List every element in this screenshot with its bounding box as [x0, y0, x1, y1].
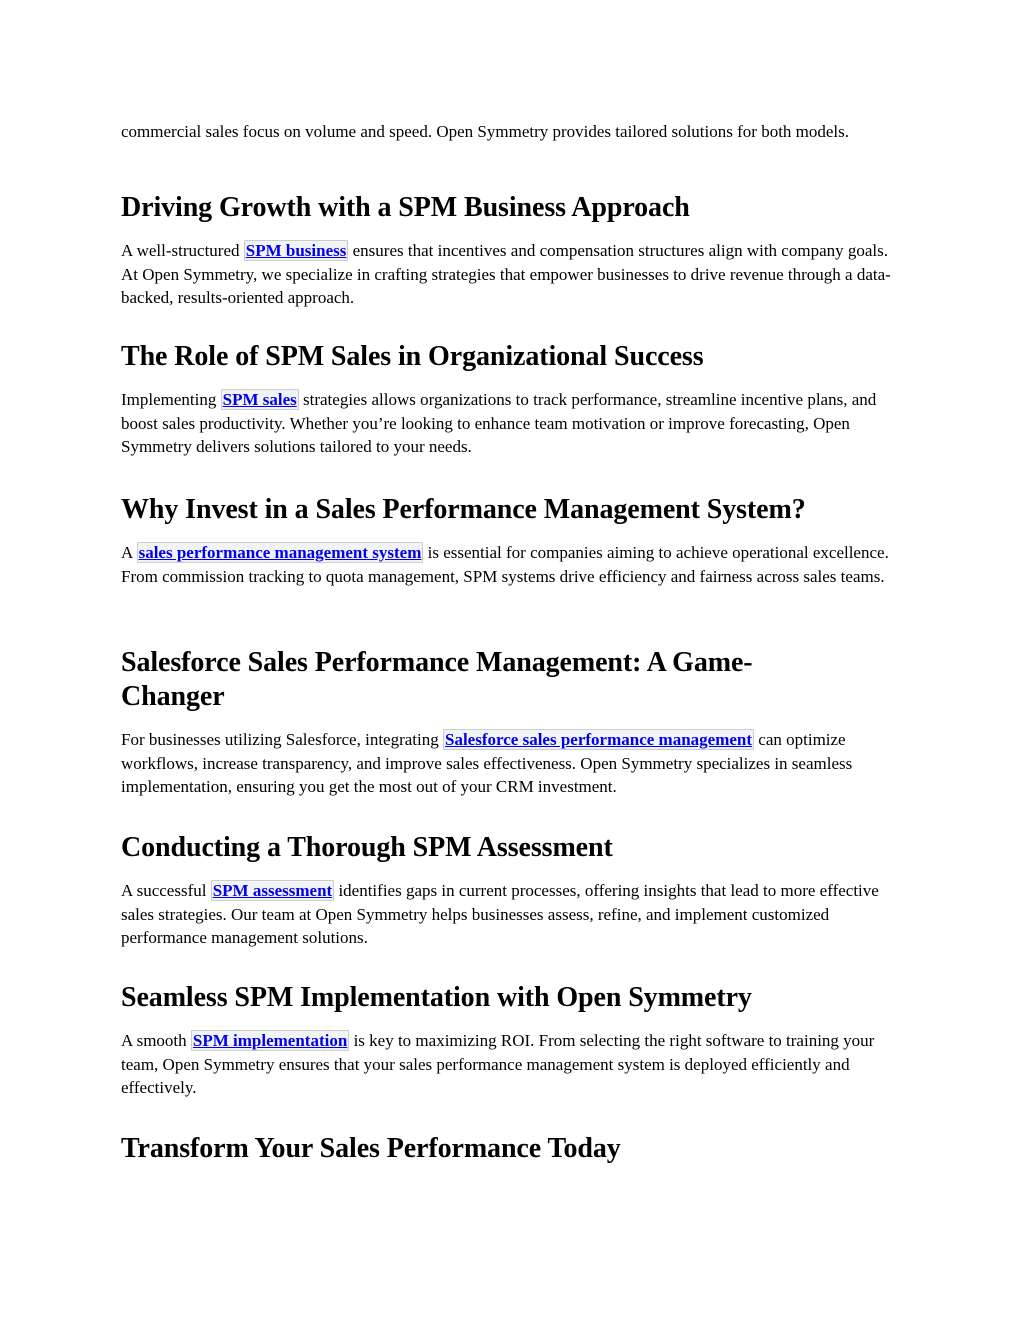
section-spm-sales — [121, 340, 901, 459]
intro-section — [121, 120, 901, 144]
section-paragraph: A successful SPM assessment identifies gaps in current processes, offering insights that lead to more effective sales strategies. Our team at Open Symmetry helps businesses assess, refine, and implement customized performance management solutions. — [121, 881, 879, 947]
link-spm-implementation[interactable]: SPM implementation — [192, 1031, 348, 1050]
link-sales-performance-management-system[interactable]: sales performance management system — [138, 543, 422, 562]
section-paragraph: For businesses utilizing Salesforce, integrating Salesforce sales performance management can optimize workflows, increase transparency, and improve sales effectiveness. Open Symmetry specializes in seamless implementation, ensuring you get the most out of your CRM investment. — [121, 730, 853, 796]
section-salesforce-spm — [121, 646, 901, 799]
section-spm-system — [121, 493, 901, 588]
link-spm-sales[interactable]: SPM sales — [222, 390, 297, 409]
section-paragraph: Implementing SPM sales strategies allows organizations to track performance, streamline incentive plans, and boost sales productivity. Whether you’re looking to enhance team motivation or improve forecasting, Open Symmetry delivers solutions tailored to your needs. — [121, 390, 877, 456]
link-salesforce-sales-performance-management[interactable]: Salesforce sales performance management — [445, 730, 753, 749]
section-heading: Why Invest in a Sales Performance Management System? — [121, 494, 806, 525]
closing-heading: Transform Your Sales Performance Today — [121, 1133, 621, 1164]
link-spm-assessment[interactable]: SPM assessment — [212, 881, 333, 900]
section-heading: Seamless SPM Implementation with Open Symmetry — [121, 982, 752, 1013]
section-spm-implementation — [121, 981, 901, 1100]
section-spm-business — [121, 191, 901, 310]
intro-paragraph: commercial sales focus on volume and speed. Open Symmetry provides tailored solutions for both models. — [121, 122, 850, 141]
section-paragraph: A smooth SPM implementation is key to maximizing ROI. From selecting the right software to training your team, Open Symmetry ensures that your sales performance management system is deployed efficiently and effectively. — [121, 1031, 875, 1097]
section-heading: The Role of SPM Sales in Organizational Success — [121, 341, 704, 372]
link-spm-business[interactable]: SPM business — [245, 241, 347, 260]
section-heading: Conducting a Thorough SPM Assessment — [121, 832, 613, 863]
section-heading: Driving Growth with a SPM Business Approach — [121, 192, 690, 223]
section-heading: Salesforce Sales Performance Management: A Game-Changer — [121, 647, 753, 712]
section-paragraph: A well-structured SPM business ensures that incentives and compensation structures align with company goals. At Open Symmetry, we specialize in crafting strategies that empower businesses to drive revenue through a data-backed, results-oriented approach. — [121, 241, 891, 307]
section-spm-assessment — [121, 831, 901, 950]
section-paragraph: A sales performance management system is essential for companies aiming to achieve operational excellence. From commission tracking to quota management, SPM systems drive efficiency and fairness across sales teams. — [121, 543, 889, 586]
closing-section — [121, 1132, 901, 1166]
